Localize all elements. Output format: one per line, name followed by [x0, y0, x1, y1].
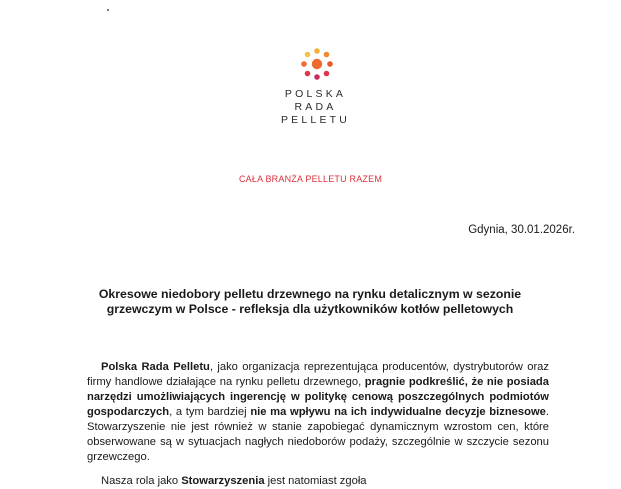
para1-emphasis-b: nie ma wpływu na ich indywidualne decyzje biznesowe [250, 406, 546, 418]
logo-text-rada: RADA [294, 101, 337, 113]
para1-text-b: , a tym bardziej [169, 406, 251, 418]
document-heading [60, 287, 560, 317]
logo-text-pelletu: PELLETU [280, 114, 351, 126]
para2-text-b: jest natomiast zgoła [264, 475, 367, 487]
para2-emphasis: Stowarzyszenia [181, 475, 265, 487]
tagline: CAŁA BRANŻA PELLETU RAZEM [238, 174, 383, 184]
logo [0, 0, 621, 130]
paragraph-1 [87, 360, 549, 465]
logo-dots-icon [299, 46, 335, 82]
paragraph-2 [87, 474, 549, 489]
para1-emphasis-a: pragnie podkreślić, że nie posiada narzędzi umożliwiających ingerencję w politykę cenową poszczególnych podmiotów gospodarczych [87, 376, 549, 418]
org-name: Polska Rada Pelletu [101, 361, 210, 373]
para1-text-c: . Stowarzyszenie nie jest również w stanie zapobiegać dynamicznym wzrostom cen, które obserwowane są w sytuacjach nagłych niedoborów podaży, szczególnie w szczycie sezonu grzewczego. [87, 406, 549, 463]
logo-text-polska: POLSKA [284, 88, 347, 100]
heading-line-1: Okresowe niedobory pelletu drzewnego na rynku detalicznym w sezonie [98, 287, 522, 301]
para2-text-a: Nasza rola jako [101, 475, 182, 487]
para1-text-a: , jako organizacja reprezentująca producentów, dystrybutorów oraz firmy handlowe działające na rynku pelletu drzewnego, [87, 361, 549, 388]
document-date: Gdynia, 30.01.2026r. [468, 224, 575, 236]
heading-line-2: grzewczym w Polsce - refleksja dla użytkowników kotłów pelletowych [106, 302, 514, 316]
